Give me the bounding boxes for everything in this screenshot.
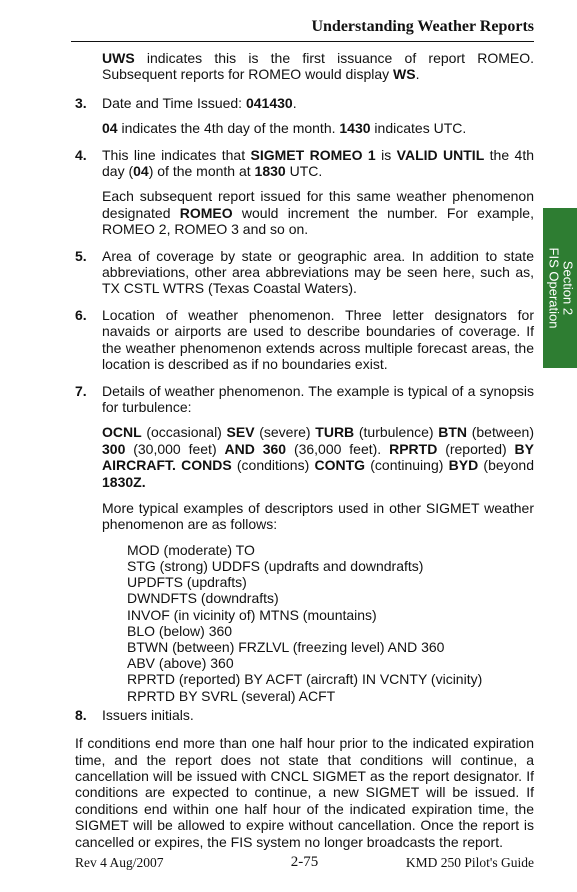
item-3-text: Date and Time Issued: 041430. <box>102 94 297 111</box>
list-item: BLO (below) 360 <box>127 622 233 639</box>
list-item: MOD (moderate) TO <box>127 541 255 558</box>
closing-paragraph: If conditions end more than one half hour prior to the indicated expiration time, and the report does not state that conditions will continue, a cancellation will be issued with CNCL SIGMET as the report designator. If conditions are expected to continue, a new SIGMET will be issued. If conditions end within one half hour of the indicated expiration time, the SIGMET will be allowed to expire without cancellation. Once the report is cancelled or expires, the FIS system no longer broadcasts the report. <box>75 735 534 850</box>
item-7-more: More typical examples of descriptors used in other SIGMET weather phenomenon are as follows: <box>102 499 534 533</box>
section-tab <box>543 208 577 368</box>
list-item: STG (strong) UDDFS (updrafts and downdrafts) <box>127 557 424 574</box>
item-number: 5. <box>75 247 87 264</box>
list-item: RPRTD BY SVRL (several) ACFT <box>127 687 336 704</box>
item-6-text: Location of weather phenomenon. Three letter designators for navaids or airports are used to describe boundaries of coverage. If the weather phenomenon extends across multiple forecast areas, the location is described as if no boundaries exist. <box>102 306 534 373</box>
item-number: 8. <box>75 706 87 723</box>
list-item-7 <box>75 383 534 533</box>
list-item: UPDFTS (updrafts) <box>127 574 247 591</box>
header-rule <box>71 41 534 42</box>
section-tab-line1: Section 2 <box>560 260 575 316</box>
section-tab-label <box>546 248 574 329</box>
section-tab-line2: FIS Operation <box>546 247 561 329</box>
list-item: RPRTD (reported) BY ACFT (aircraft) IN VCNTY (vicinity) <box>127 671 483 688</box>
item-number: 3. <box>75 94 87 111</box>
document-body <box>75 50 534 850</box>
list-item-4 <box>75 147 534 238</box>
list-item: INVOF (in vicinity of) MTNS (mountains) <box>127 606 377 623</box>
list-item: DWNDFTS (downdrafts) <box>127 590 279 607</box>
list-item: BTWN (between) FRZLVL (freezing level) AND 360 <box>127 638 445 655</box>
item-7-text: Details of weather phenomenon. The example is typical of a synopsis for turbulence: <box>102 382 534 415</box>
list-item-6 <box>75 307 534 373</box>
item-5-text: Area of coverage by state or geographic area. In addition to state abbreviations, other area abbreviations may be seen here, such as, TX CSTL WTRS (Texas Coastal Waters). <box>102 247 534 297</box>
item-7-example: OCNL (occasional) SEV (severe) TURB (turbulence) BTN (between) 300 (30,000 feet) AND 360 (36,000 feet). RPRTD (reported) BY AIRCRAFT. CONDS (conditions) CONTG (continuing) BYD (beyond 1830Z. <box>102 424 534 490</box>
item-number: 7. <box>75 382 87 399</box>
item-number: 4. <box>75 146 87 163</box>
list-item-5 <box>75 248 534 297</box>
intro-paragraph: UWS indicates this is the first issuance of report ROMEO. Subsequent reports for ROMEO would display WS. <box>102 50 534 83</box>
footer-guide-title: KMD 250 Pilot's Guide <box>405 855 534 870</box>
page-number: 2-75 <box>290 854 319 870</box>
item-4-detail: Each subsequent report issued for this same weather phenomenon designated ROMEO would increment the number. For example, ROMEO 2, ROMEO 3 and so on. <box>102 188 534 238</box>
list-item-3 <box>75 95 534 137</box>
page-header-title: Understanding Weather Reports <box>311 18 534 35</box>
footer-revision: Rev 4 Aug/2007 <box>75 855 164 870</box>
item-4-text: This line indicates that SIGMET ROMEO 1 is VALID UNTIL the 4th day (04) of the month at 1830 UTC. <box>102 146 535 180</box>
item-8-text: Issuers initials. <box>102 706 194 723</box>
descriptor-examples-list <box>127 542 534 704</box>
list-item: ABV (above) 360 <box>127 655 234 672</box>
item-3-detail: 04 indicates the 4th day of the month. 1430 indicates UTC. <box>102 120 467 137</box>
list-item-8 <box>75 707 534 723</box>
item-number: 6. <box>75 306 87 323</box>
